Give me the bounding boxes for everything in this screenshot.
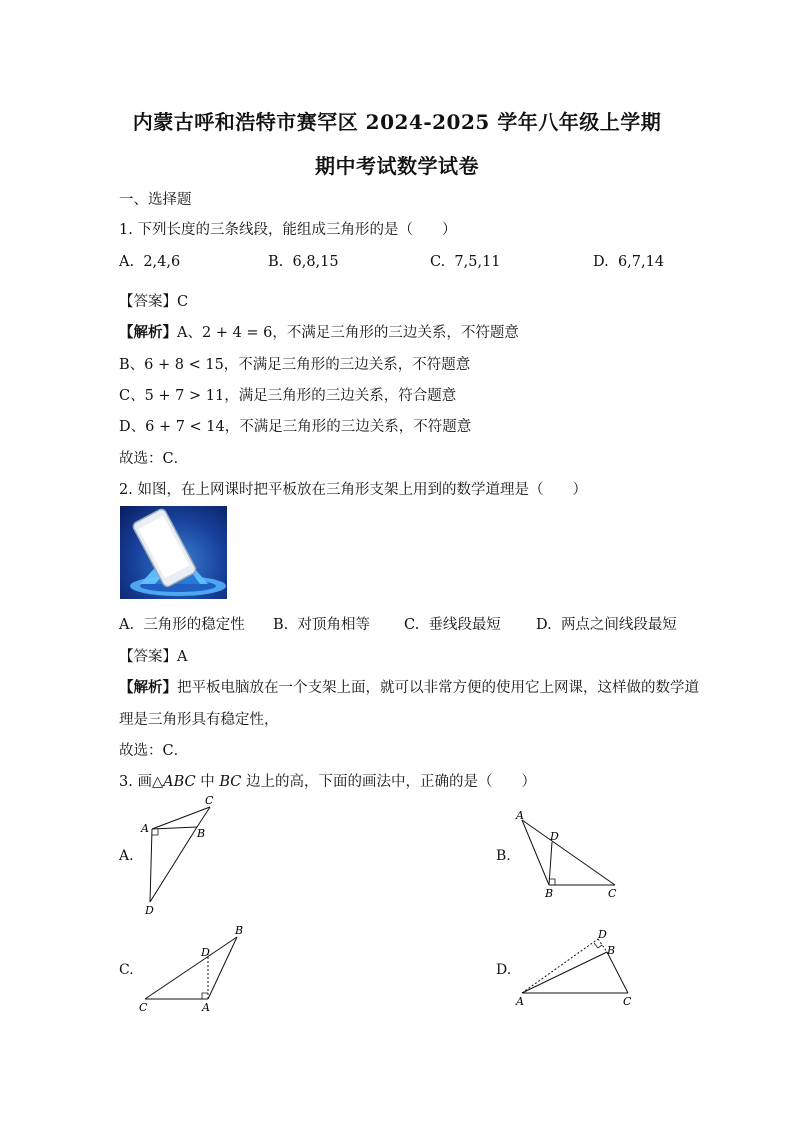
q2-analysis-line2: 理是三角形具有稳定性， [119, 712, 279, 728]
fig-a-point-c: C [205, 794, 214, 807]
q3-figure-a-label: A. [119, 848, 134, 864]
fig-d-point-b: B [607, 944, 616, 957]
fig-c-point-d: D [201, 946, 210, 959]
q1-answer: 【答案】C [119, 294, 189, 310]
fig-d-point-c: C [623, 995, 632, 1008]
q1-option-b: B. 6,8,15 [268, 254, 339, 270]
tablet-stand-photo [120, 506, 227, 599]
q1-analysis-a: 【解析】A、2 + 4 = 6，不满足三角形的三边关系，不符题意 [119, 324, 519, 341]
q2-option-b: B. 对顶角相等 [273, 617, 370, 633]
doc-title-line2: 期中考试数学试卷 [315, 154, 479, 178]
q2-stem: 2. 如图，在上网课时把平板放在三角形支架上用到的数学道理是（ ） [119, 482, 587, 498]
q1-option-d: D. 6,7,14 [593, 254, 665, 270]
fig-c-point-b: B [235, 924, 244, 937]
fig-d-point-d: D [598, 928, 607, 941]
fig-a-point-a: A [141, 822, 149, 835]
q3-figure-b [510, 808, 630, 900]
fig-b-point-a: A [516, 809, 524, 822]
q3-figure-a [135, 792, 225, 917]
q1-conclusion: 故选：C． [119, 451, 189, 467]
q3-figure-b-label: B. [496, 848, 511, 864]
q1-analysis-d: D、6 + 7 < 14，不满足三角形的三边关系，不符题意 [119, 419, 472, 435]
fig-d-point-a: A [516, 995, 524, 1008]
q1-analysis-c: C、5 + 7 > 11，满足三角形的三边关系，符合题意 [119, 388, 457, 404]
q1-stem: 1. 下列长度的三条线段，能组成三角形的是（ ） [119, 222, 457, 238]
q2-answer: 【答案】A [119, 649, 188, 665]
q3-figure-d-label: D. [496, 962, 512, 978]
q2-option-c: C. 垂线段最短 [404, 617, 501, 633]
fig-a-point-d: D [145, 904, 154, 917]
fig-b-point-c: C [608, 887, 617, 900]
q1-option-a: A. 2,4,6 [119, 254, 181, 270]
fig-a-point-b: B [197, 827, 206, 840]
section-heading: 一、选择题 [119, 192, 192, 208]
q1-analysis-b: B、6 + 8 < 15，不满足三角形的三边关系，不符题意 [119, 357, 471, 373]
tablet-stand-illustration [120, 506, 227, 599]
q2-option-a: A. 三角形的稳定性 [119, 617, 245, 633]
fig-c-point-a: A [202, 1001, 210, 1014]
fig-b-point-d: D [550, 830, 559, 843]
fig-c-point-c: C [139, 1001, 148, 1014]
q2-analysis-line1: 【解析】把平板电脑放在一个支架上面，就可以非常方便的使用它上网课，这样做的数学道 [119, 679, 699, 696]
q3-figure-c-label: C. [119, 962, 134, 978]
q2-conclusion: 故选：C． [119, 743, 189, 759]
q3-stem: 3. 画△ABC 中 BC 边上的高，下面的画法中，正确的是（ ） [119, 774, 536, 790]
q2-option-d: D. 两点之间线段最短 [536, 617, 677, 633]
fig-b-point-b: B [545, 887, 554, 900]
q3-figure-c [135, 922, 250, 1014]
q3-figure-d [510, 924, 640, 1014]
doc-title-line1: 内蒙古呼和浩特市赛罕区 2024-2025 学年八年级上学期 [132, 110, 662, 134]
q1-option-c: C. 7,5,11 [430, 254, 501, 270]
